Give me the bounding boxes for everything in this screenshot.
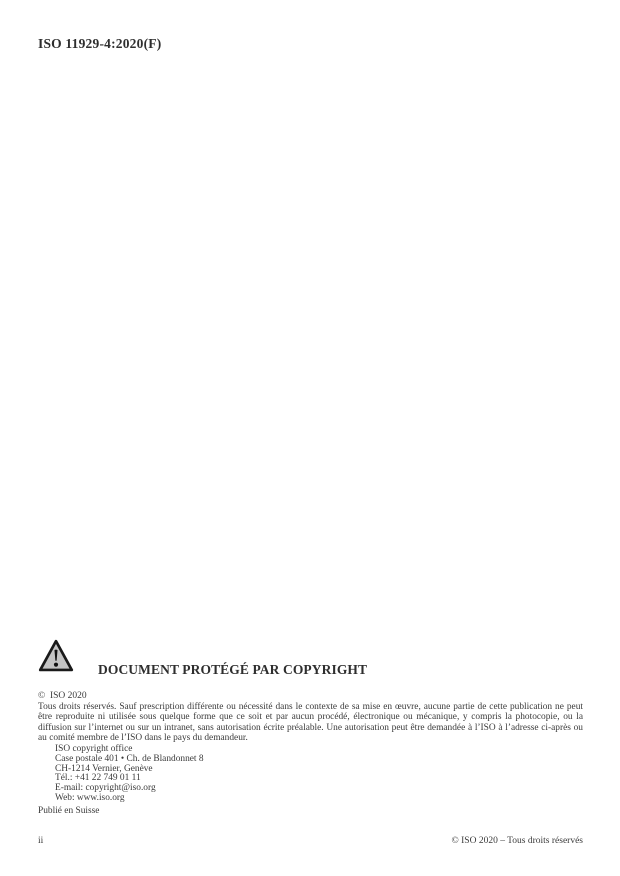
address-line-email: E-mail: copyright@iso.org	[55, 783, 156, 793]
document-reference: ISO 11929-4:2020(F)	[38, 36, 162, 51]
warning-triangle-icon	[38, 638, 74, 674]
footer-copyright-notice: © ISO 2020 – Tous droits réservés	[451, 836, 583, 846]
copyright-title: DOCUMENT PROTÉGÉ PAR COPYRIGHT	[98, 662, 368, 677]
address-line-city: CH-1214 Vernier, Genève	[55, 763, 153, 774]
address-line-postal: Case postale 401 • Ch. de Blandonnet 8	[55, 753, 204, 764]
address-line-phone: Tél.: +41 22 749 01 11	[55, 773, 141, 784]
address-line-office: ISO copyright office	[55, 744, 133, 755]
copyright-body-paragraph: Tous droits réservés. Sauf prescription différente ou nécessité dans le contexte de sa mise en œuvre, aucune partie de cette publication ne peut être reproduite ni utilisée sous quelque forme que ce soit et par aucun procédé, électronique ou mécanique, y compris la photocopie, ou la diffusion sur l’internet ou sur un intranet, sans autorisation écrite préalable. Une autorisation peut être demandée à l’ISO à l’adresse ci-après ou au comité membre de l’ISO dans le pays du demandeur.	[38, 702, 583, 743]
copyright-year-line: © ISO 2020	[38, 691, 87, 701]
page-footer	[38, 836, 583, 846]
copyright-section	[38, 638, 583, 816]
published-in-line: Publié en Suisse	[38, 805, 100, 816]
copyright-heading-row	[38, 638, 583, 677]
address-line-web: Web: www.iso.org	[55, 792, 125, 803]
iso-address-block	[55, 745, 583, 803]
page-number: ii	[38, 836, 44, 846]
